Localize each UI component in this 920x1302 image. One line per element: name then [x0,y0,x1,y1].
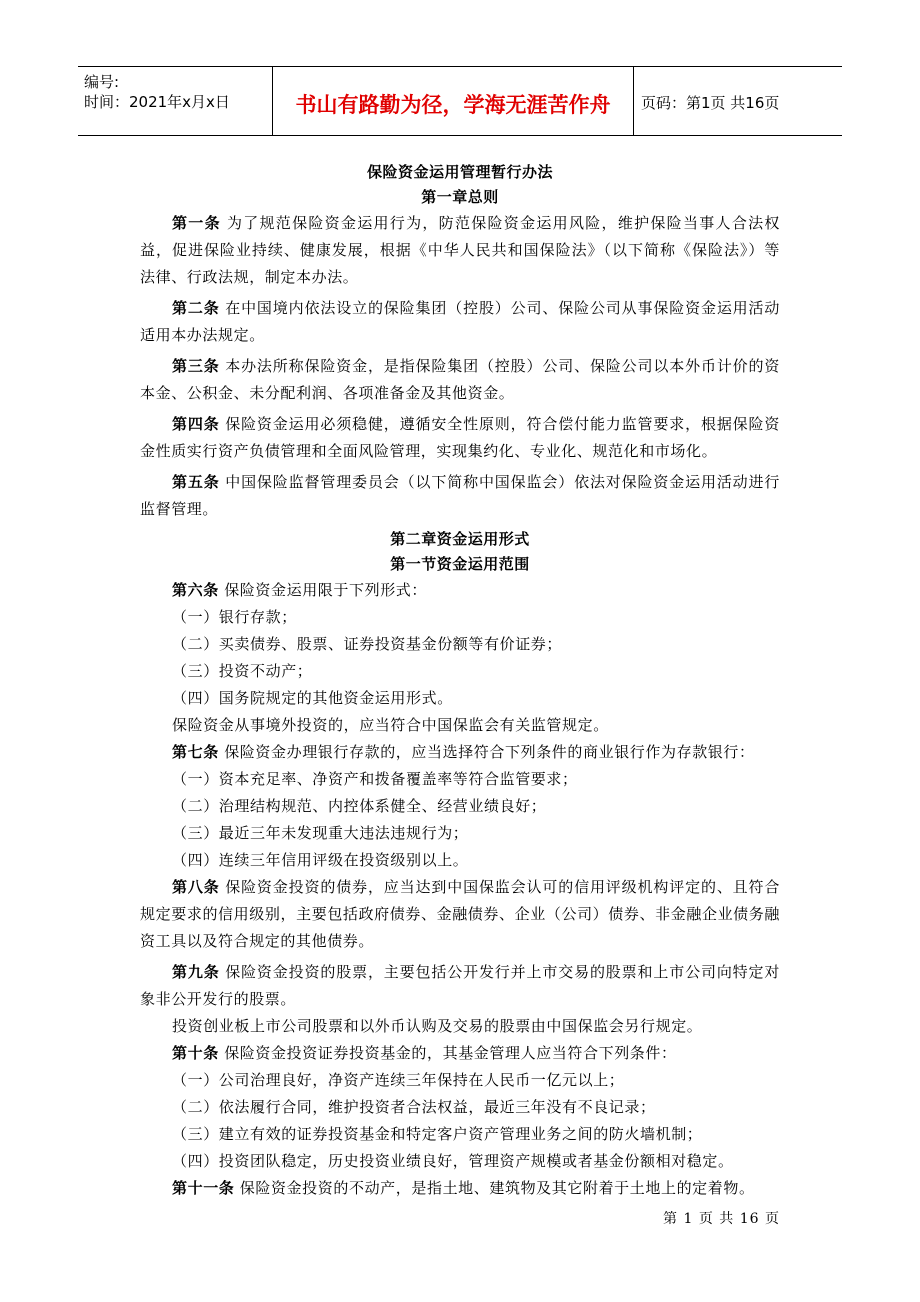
list-item: （四）投资团队稳定，历史投资业绩良好，管理资产规模或者基金份额相对稳定。 [172,1152,734,1170]
article-label: 第八条 [172,878,220,896]
article-text: 为了规范保险资金运用行为，防范保险资金运用风险，维护保险当事人合法权益，促进保险业持续、健康发展，根据《中华人民共和国保险法》（以下简称《保险法》）等法律、行政法规，制定本办法。 [140,214,781,286]
serial-label: 编号: [84,73,120,91]
article-text: 中国保险监督管理委员会（以下简称中国保监会）依法对保险资金运用活动进行监督管理。 [140,473,780,518]
header-meta [78,67,272,135]
list-item: （二）买卖债券、股票、证券投资基金份额等有价证券； [172,635,563,653]
page-code: 页码：第1页 共16页 [641,94,780,112]
article-text: 在中国境内依法设立的保险集团（控股）公司、保险公司从事保险资金运用活动适用本办法规定。 [140,299,780,344]
section-heading: 第一节资金运用范围 [390,555,530,573]
note-paragraph: 保险资金从事境外投资的，应当符合中国保监会有关监管规定。 [172,716,609,734]
list-item: （二）依法履行合同，维护投资者合法权益，最近三年没有不良记录； [172,1098,656,1116]
article [140,739,780,766]
document-title: 保险资金运用管理暂行办法 [366,163,553,181]
page-footer: 第 1 页 共 16 页 [663,1211,780,1227]
page-header [78,66,842,136]
article-label: 第三条 [172,357,220,375]
list-item: （一）银行存款； [172,608,297,626]
article [140,1040,780,1067]
article [140,353,780,407]
list-item: （三）建立有效的证券投资基金和特定客户资产管理业务之间的防火墙机制； [172,1125,703,1143]
article [140,959,780,1013]
article [140,874,780,955]
article-label: 第十一条 [172,1179,235,1197]
list-item: （四）国务院规定的其他资金运用形式。 [172,689,453,707]
article-label: 第五条 [172,473,220,491]
header-page-cell [633,67,842,135]
time-label: 时间：2021年x月x日 [84,93,230,111]
article [140,210,780,291]
article-label: 第六条 [172,581,219,599]
list-item: （一）资本充足率、净资产和拨备覆盖率等符合监管要求； [172,770,578,788]
chapter-heading: 第一章总则 [421,188,499,206]
list-item: （一）公司治理良好，净资产连续三年保持在人民币一亿元以上； [172,1071,625,1089]
article-label: 第九条 [172,963,220,981]
article-label: 第十条 [172,1044,219,1062]
note-paragraph: 投资创业板上市公司股票和以外币认购及交易的股票由中国保监会另行规定。 [172,1017,703,1035]
article-text: 保险资金投资的股票，主要包括公开发行并上市交易的股票和上市公司向特定对象非公开发行的股票。 [140,963,780,1008]
document-body [140,160,780,1202]
article-text: 保险资金办理银行存款的，应当选择符合下列条件的商业银行作为存款银行： [224,743,755,761]
article [140,411,780,465]
article-text: 保险资金投资证券投资基金的，其基金管理人应当符合下列条件： [224,1044,677,1062]
list-item: （四）连续三年信用评级在投资级别以上。 [172,851,469,869]
header-motto-cell [272,67,634,135]
article [140,469,780,523]
chapter-heading: 第二章资金运用形式 [390,530,530,548]
article [140,577,780,604]
article-label: 第一条 [172,214,221,232]
article [140,295,780,349]
article-label: 第七条 [172,743,219,761]
article-text: 保险资金投资的债券，应当达到中国保监会认可的信用评级机构评定的、且符合规定要求的信用级别，主要包括政府债券、金融债券、企业（公司）债券、非金融企业债务融资工具以及符合规定的其他债券。 [140,878,780,950]
article-text: 保险资金投资的不动产，是指土地、建筑物及其它附着于土地上的定着物。 [239,1179,755,1197]
article-text: 保险资金运用限于下列形式： [224,581,427,599]
article [140,1175,780,1202]
motto: 书山有路勤为径，学海无涯苦作舟 [295,93,611,117]
article-label: 第二条 [172,299,220,317]
list-item: （二）治理结构规范、内控体系健全、经营业绩良好； [172,797,547,815]
article-label: 第四条 [172,415,220,433]
list-item: （三）最近三年未发现重大违法违规行为； [172,824,469,842]
list-item: （三）投资不动产； [172,662,313,680]
article-text: 本办法所称保险资金，是指保险集团（控股）公司、保险公司以本外币计价的资本金、公积金、未分配利润、各项准备金及其他资金。 [140,357,780,402]
article-text: 保险资金运用必须稳健，遵循安全性原则，符合偿付能力监管要求，根据保险资金性质实行资产负债管理和全面风险管理，实现集约化、专业化、规范化和市场化。 [140,415,780,460]
